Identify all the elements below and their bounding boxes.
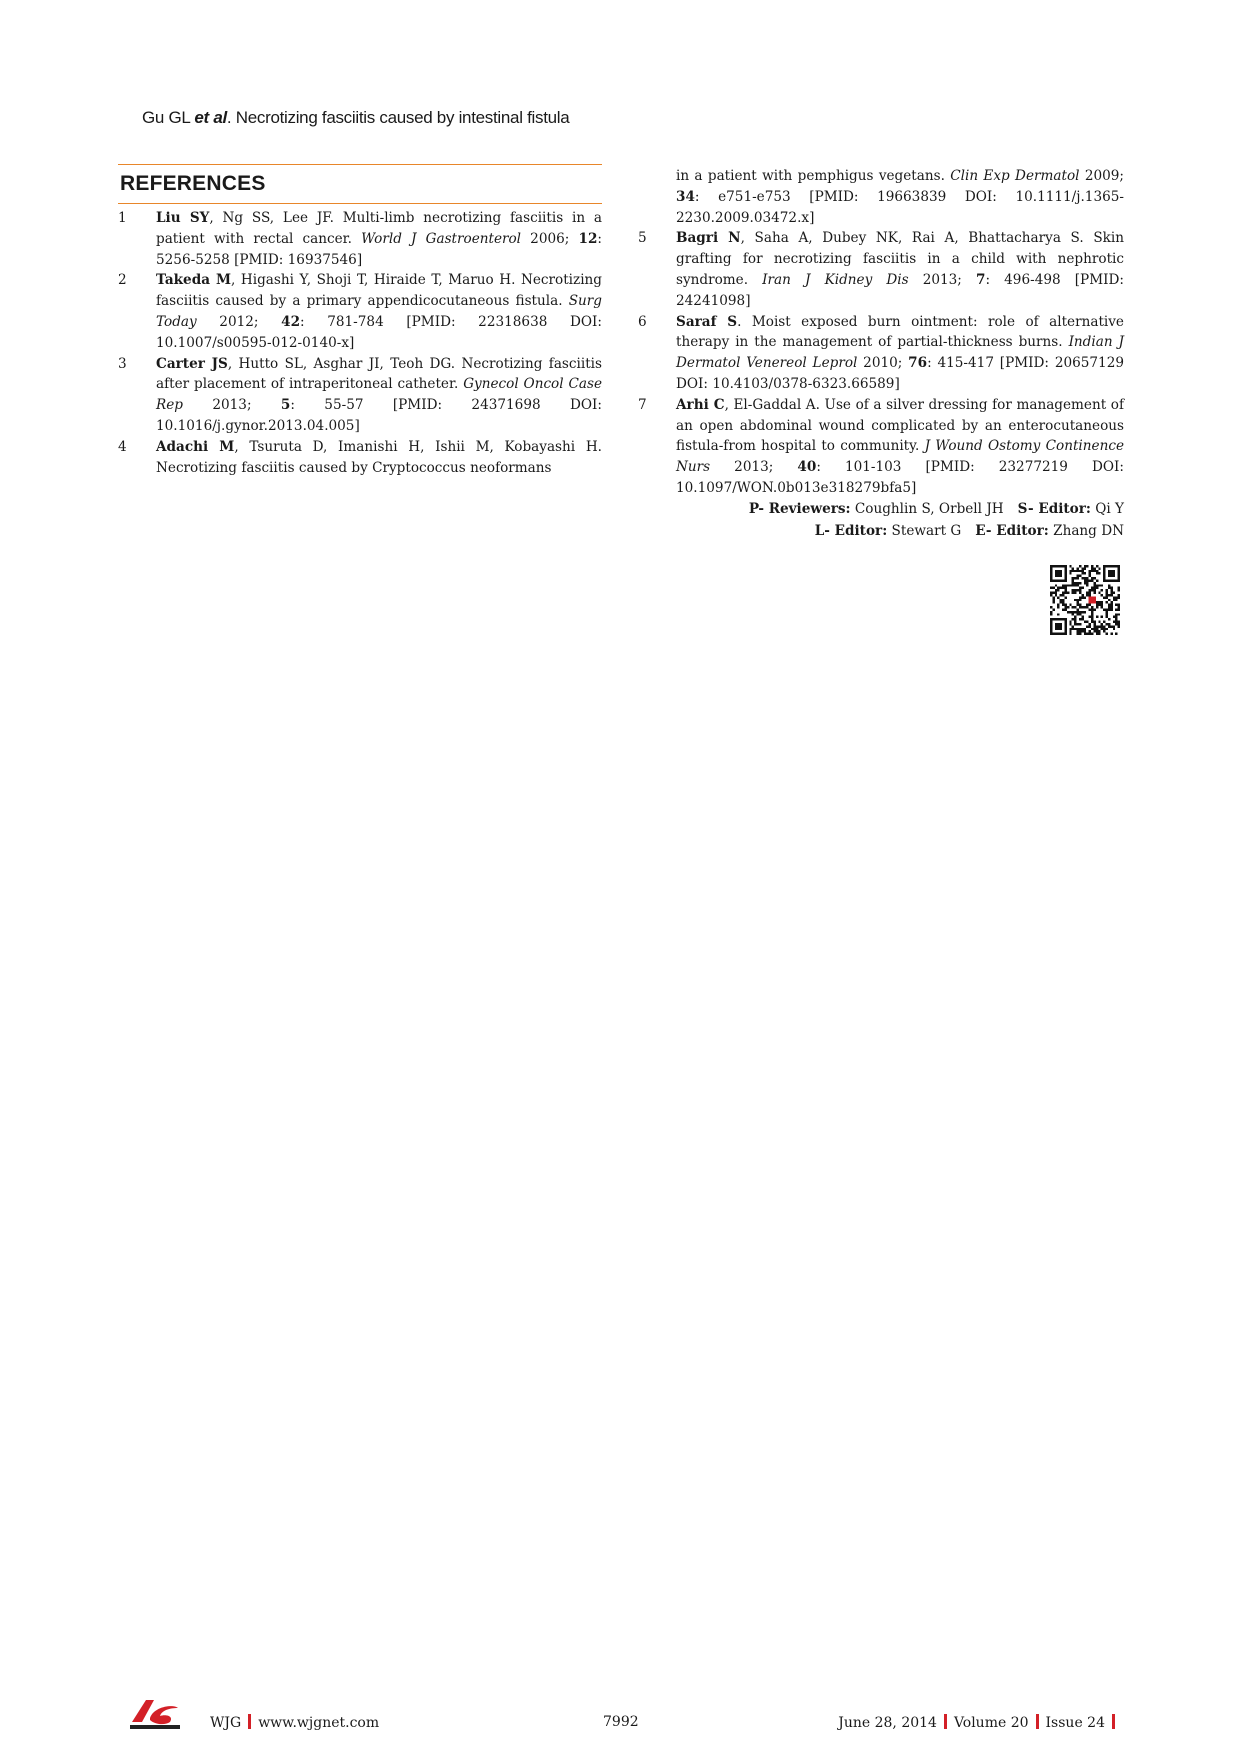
footer-journal: WJG [210, 1715, 242, 1731]
ref-rest: : 101-103 [PMID: 23277219 DOI: 10.1097/WON.0b013e318279bfa5] [676, 459, 1124, 496]
qr-code-icon [1050, 565, 1120, 635]
ref-journal: J Wound Ostomy Continence Nurs [676, 438, 1124, 476]
ref-authors: , El-Gaddal A. [724, 396, 825, 413]
ref-year: 2013; [182, 397, 281, 414]
reference-4-continuation [638, 166, 1124, 228]
ref-first-author: Saraf S [676, 313, 738, 330]
footer-volume: Volume 20 [953, 1715, 1029, 1731]
ref-year: 2009; [1079, 168, 1125, 184]
ref-year: 2013; [710, 459, 798, 476]
ref-authors: . [737, 313, 752, 330]
ref-volume: 5 [280, 397, 291, 414]
ref-year: 2013; [908, 271, 976, 288]
p-reviewers-value: Coughlin S, Orbell JH [850, 501, 1004, 517]
ref-journal: Surg Today [156, 293, 602, 330]
ref-volume: 34 [676, 188, 695, 205]
ref-rest: : 5256-5258 [PMID: 16937546] [156, 230, 602, 268]
editors-line-2 [638, 520, 1124, 542]
reference-text [676, 395, 1124, 499]
ref-title: Necrotizing fasciitis after placement of intraperitoneal catheter. [156, 355, 602, 393]
ref-journal: Indian J Dermatol Venereol Leprol [676, 334, 1124, 372]
ref-title: Use of a silver dressing for management of an open abdominal wound complicated by an enterocutaneous fistula-from hospital to community. [676, 396, 1125, 455]
running-head-title: . Necrotizing fasciitis caused by intestinal fistula [226, 108, 570, 127]
e-editor-label: E- Editor: [975, 523, 1049, 539]
reference-number: 4 [118, 438, 127, 455]
e-editor-value: Zhang DN [1048, 523, 1124, 539]
footer-url[interactable]: www.wjgnet.com [258, 1715, 380, 1731]
reference-number: 3 [118, 355, 127, 372]
reference-item [638, 228, 1124, 311]
ref-first-author: Adachi M [156, 438, 235, 455]
page-footer [0, 1710, 1240, 1740]
ref-authors: , Hutto SL, Asghar JI, Teoh DG. [227, 355, 462, 372]
ref-volume: 7 [976, 271, 986, 288]
ref-authors: , Higashi Y, Shoji T, Hiraide T, Maruo H. [231, 272, 521, 289]
ref-journal: World J Gastroenterol [361, 230, 522, 247]
ref-title: Necrotizing fasciitis caused by Cryptococcus neoformans [156, 459, 552, 476]
reference-number: 5 [638, 230, 647, 247]
reference-number: 7 [638, 396, 647, 413]
footer-date: June 28, 2014 [838, 1715, 937, 1731]
ref-title: Skin grafting for necrotizing fasciitis in a child with nephrotic syndrome. [676, 230, 1124, 288]
footer-issue: Issue 24 [1045, 1715, 1105, 1731]
reference-text [156, 437, 602, 479]
ref-volume: 12 [578, 230, 598, 247]
reference-item [638, 312, 1124, 395]
footer-divider [248, 1714, 251, 1729]
ref-first-author: Liu SY [156, 210, 210, 226]
ref-authors: , Ng SS, Lee JF. [209, 210, 343, 226]
ref-authors: , Saha A, Dubey NK, Rai A, Bhattacharya S. [740, 230, 1094, 247]
running-head-authors: Gu GL [142, 108, 195, 127]
ref-rest: : 415-417 [PMID: 20657129 DOI: 10.4103/0378-6323.66589] [676, 355, 1125, 392]
reference-item [118, 208, 602, 270]
reference-text [156, 270, 602, 353]
footer-divider [1112, 1714, 1115, 1729]
reference-number: 6 [638, 313, 647, 330]
reference-text [676, 228, 1124, 311]
footer-divider [1036, 1714, 1039, 1729]
footer-divider [944, 1714, 947, 1729]
reference-item [638, 395, 1124, 499]
footer-page-number: 7992 [603, 1714, 639, 1730]
ref-title: Multi-limb necrotizing fasciitis in a patient with rectal cancer. [156, 210, 603, 247]
ref-journal: Gynecol Oncol Case Rep [156, 376, 602, 414]
ref-journal: Clin Exp Dermatol [950, 168, 1080, 184]
ref-first-author: Carter JS [156, 355, 228, 372]
reference-text [156, 208, 602, 270]
references-right-list [638, 228, 1124, 498]
ref-year: 2006; [521, 230, 579, 247]
reference-item [118, 437, 602, 479]
ref-first-author: Bagri N [676, 230, 741, 247]
l-editor-label: L- Editor: [814, 523, 888, 539]
references-left-column [118, 208, 602, 478]
ref-volume: 40 [797, 459, 817, 476]
publisher-logo-icon [124, 1696, 186, 1734]
reference-item [118, 354, 602, 437]
ref-title: Necrotizing fasciitis caused by a primary appendicocutaneous fistula. [156, 272, 602, 310]
ref-rest: : 781-784 [PMID: 22318638 DOI: 10.1007/s00595-012-0140-x] [156, 313, 602, 351]
s-editor-value: Qi Y [1090, 501, 1124, 517]
section-title: REFERENCES [120, 172, 266, 195]
footer-left [210, 1714, 379, 1731]
reference-item [118, 270, 602, 353]
ref-rest: : 496-498 [PMID: 24241098] [676, 271, 1124, 309]
p-reviewers-label: P- Reviewers: [748, 501, 851, 517]
references-right-column [638, 166, 1124, 499]
ref-rest: : 55-57 [PMID: 24371698 DOI: 10.1016/j.gynor.2013.04.005] [156, 397, 602, 434]
ref-first-author: Arhi C [676, 396, 725, 413]
ref-first-author: Takeda M [156, 272, 232, 289]
reference-number: 2 [118, 272, 127, 289]
editors-block [638, 498, 1124, 542]
running-head [142, 108, 569, 128]
references-header [118, 164, 602, 204]
footer-right [838, 1714, 1122, 1731]
ref-year: 2012; [196, 313, 282, 330]
ref-volume: 76 [908, 355, 928, 372]
ref-year: 2010; [857, 355, 909, 372]
ref-rest: : e751-e753 [PMID: 19663839 DOI: 10.1111/j.1365-2230.2009.03472.x] [676, 188, 1124, 226]
s-editor-label: S- Editor: [1017, 501, 1091, 517]
ref-journal: Iran J Kidney Dis [762, 271, 909, 288]
reference-text [676, 312, 1124, 395]
running-head-etal: et al [194, 108, 227, 127]
reference-text [156, 354, 602, 437]
ref-authors: , Tsuruta D, Imanishi H, Ishii M, Kobayashi H. [234, 438, 602, 455]
ref-volume: 42 [281, 313, 301, 330]
reference-number: 1 [118, 210, 127, 226]
ref-title: in a patient with pemphigus vegetans. [676, 168, 951, 184]
editors-line-1 [638, 498, 1124, 520]
l-editor-value: Stewart G [887, 523, 962, 539]
ref-title: Moist exposed burn ointment: role of alternative therapy in the management of partial-thickness burns. [676, 313, 1124, 351]
